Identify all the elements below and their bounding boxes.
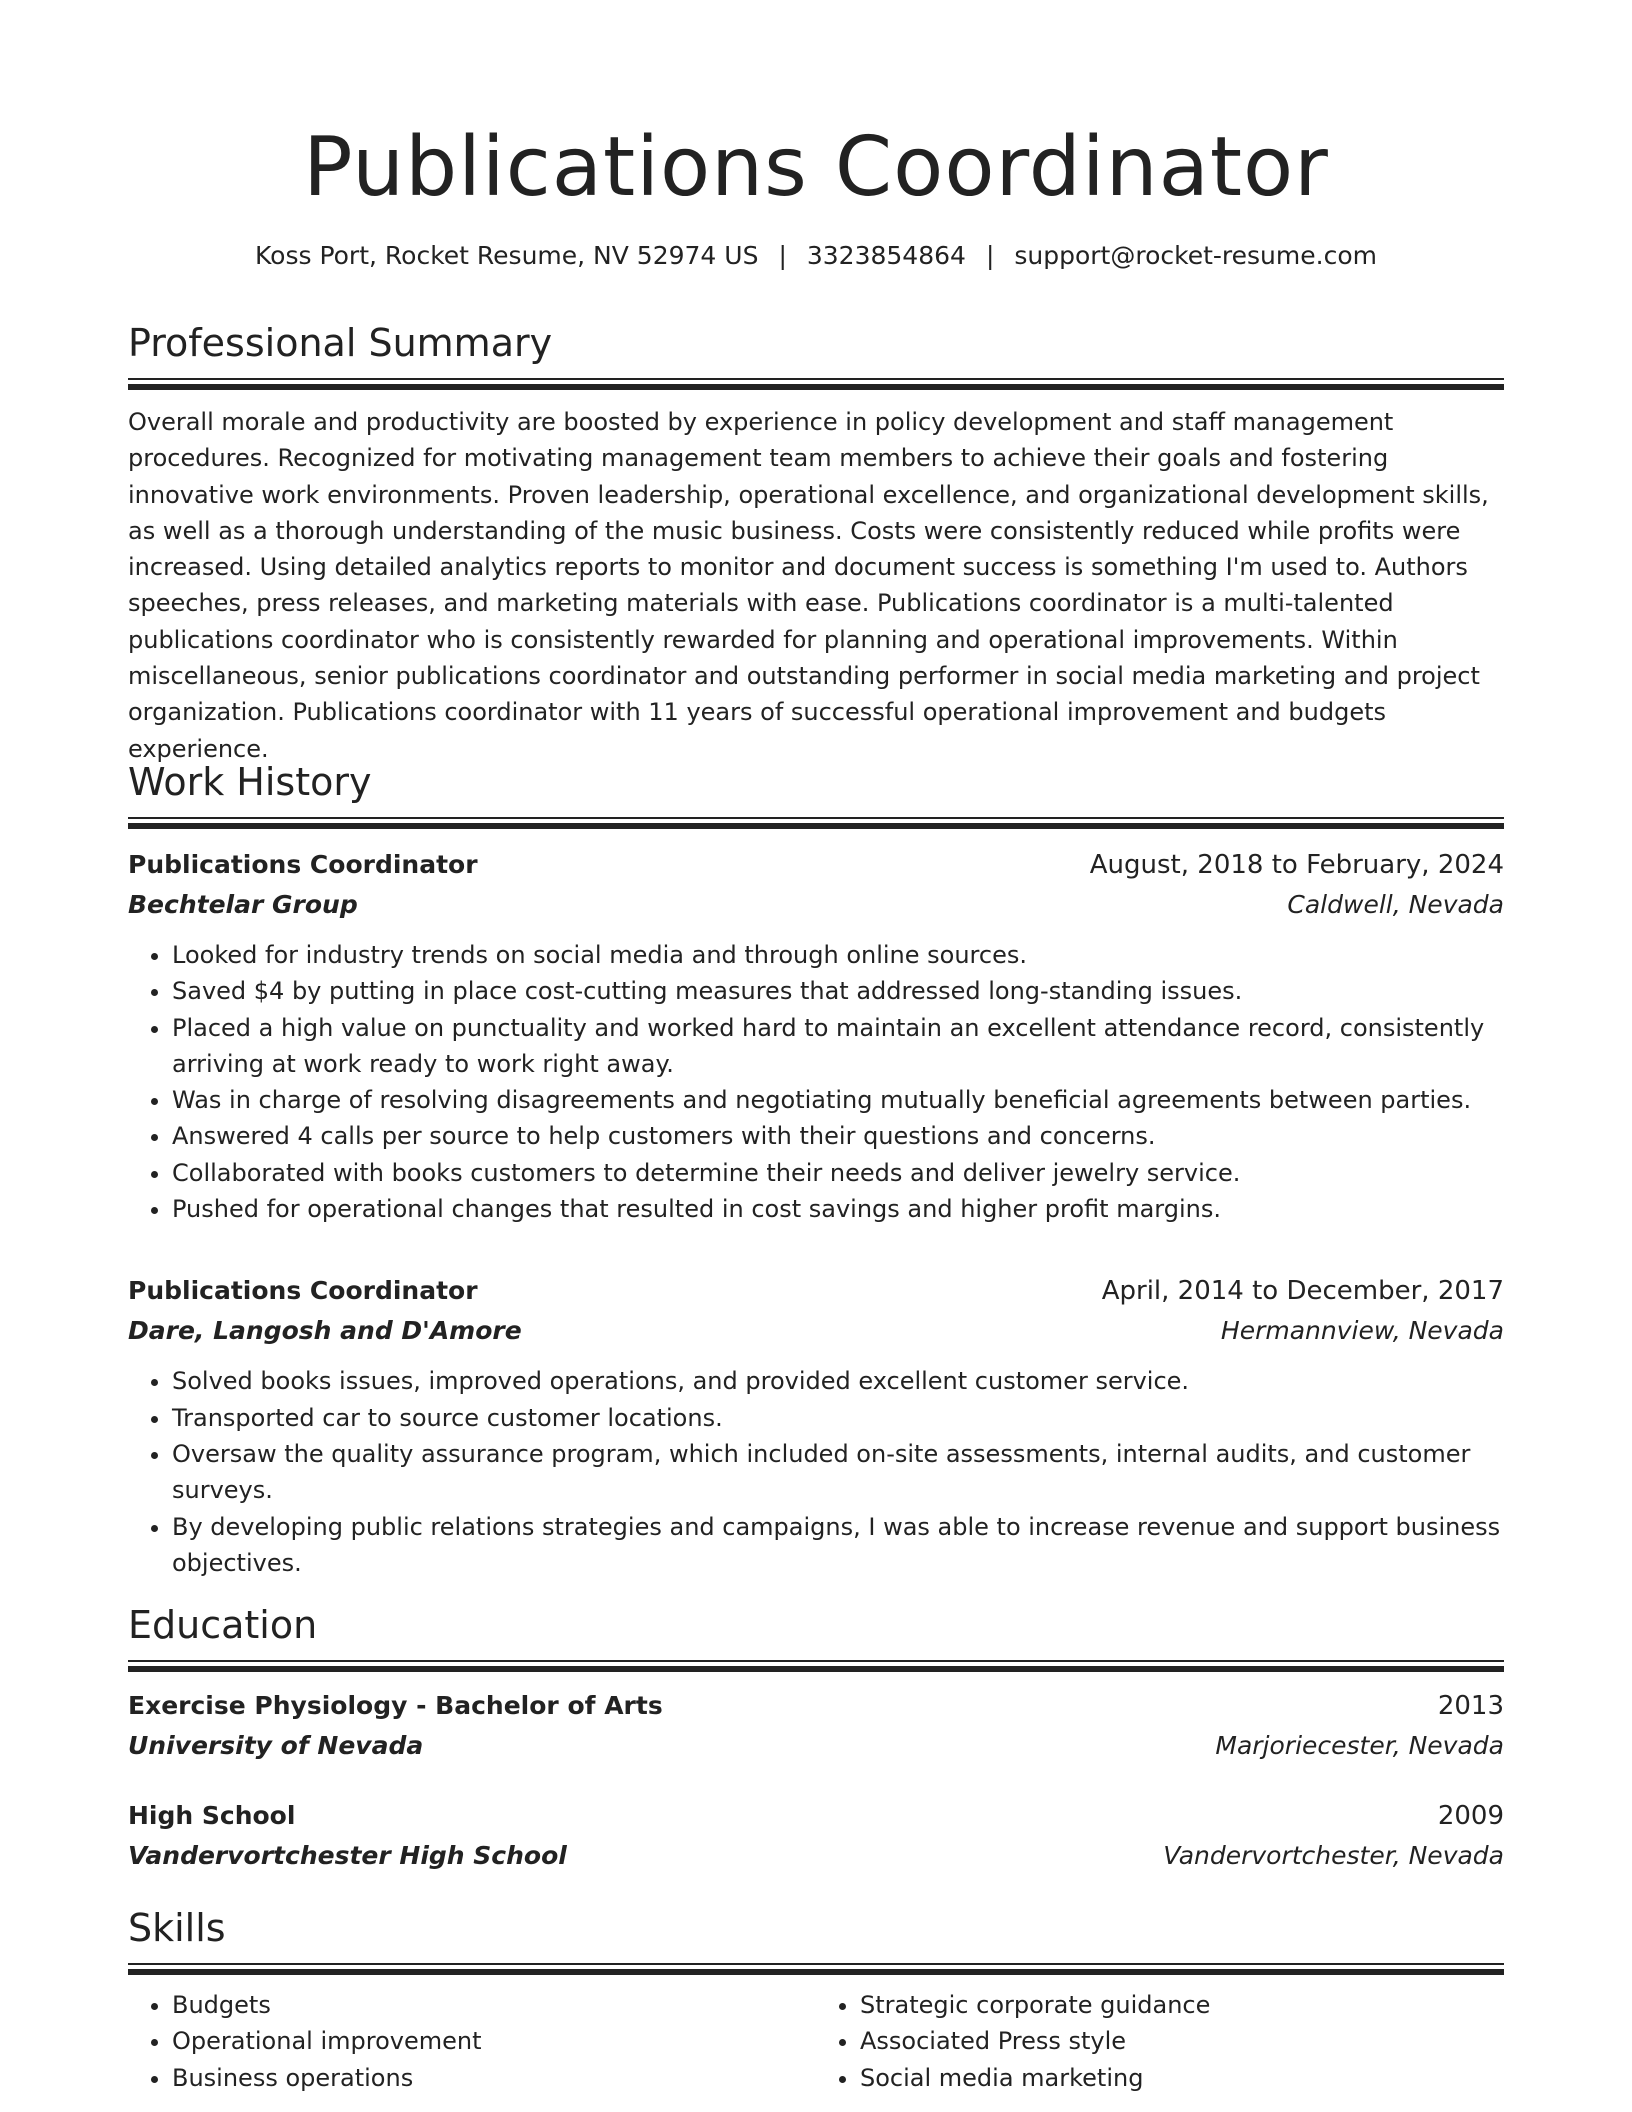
skill-item: • Business operations xyxy=(172,2060,816,2096)
section-title-education: Education xyxy=(128,1603,318,1647)
job-company: Dare, Langosh and D'Amore xyxy=(128,1316,522,1346)
education-degree: Exercise Physiology - Bachelor of Arts xyxy=(128,1691,663,1720)
skills-section xyxy=(128,1903,1504,2096)
education-location: Marjoriecester, Nevada xyxy=(1215,1731,1504,1760)
section-title-work-history: Work History xyxy=(128,760,372,804)
section-title-summary: Professional Summary xyxy=(128,321,553,365)
summary-text: Overall morale and productivity are boosted by experience in policy development and staff management procedures. Recognized for motivating management team members to achieve their goals and fostering innovative work environments. Proven leadership, operational excellence, and organizational development skills, as well as a thorough understanding of the music business. Costs were consistently reduced while profits were increased. Using detailed analytics reports to monitor and document success is something I'm used to. Authors speeches, press releases, and marketing materials with ease. Publications coordinator is a multi-talented publications coordinator who is consistently rewarded for planning and operational improvements. Within miscellaneous, senior publications coordinator and outstanding performer in social media marketing and project organization. Publications coordinator with 11 years of successful operational improvement and budgets experience. xyxy=(128,408,1489,763)
section-title-skills: Skills xyxy=(128,1906,226,1950)
job-title: Publications Coordinator xyxy=(128,850,478,879)
job-duties xyxy=(128,1363,1504,1581)
skill-item: • Social media marketing xyxy=(860,2060,1504,2096)
skill-item: • Budgets xyxy=(172,1987,816,2023)
job-dates: April, 2014 to December, 2017 xyxy=(1101,1276,1504,1307)
job-duties xyxy=(128,937,1504,1227)
job-duty: • Answered 4 calls per source to help customers with their questions and concerns. xyxy=(172,1118,1504,1154)
education-header xyxy=(128,1686,1504,1726)
job-subheader xyxy=(128,885,1504,925)
education-year: 2009 xyxy=(1437,1801,1504,1831)
contact-phone: 3323854864 xyxy=(806,241,966,270)
job-header xyxy=(128,1271,1504,1311)
contact-email[interactable]: support@rocket-resume.com xyxy=(1014,241,1377,270)
skill-item: • Associated Press style xyxy=(860,2023,1504,2059)
job-dates: August, 2018 to February, 2024 xyxy=(1089,850,1504,880)
job-location: Hermannview, Nevada xyxy=(1220,1316,1504,1346)
education-entry xyxy=(128,1796,1504,1876)
education-entry xyxy=(128,1686,1504,1766)
job-header xyxy=(128,845,1504,885)
job-duty: • Oversaw the quality assurance program, which included on-site assessments, internal audits, and customer surveys. xyxy=(172,1436,1504,1509)
contact-address: Koss Port, Rocket Resume, NV 52974 US xyxy=(255,241,759,270)
skill-item: • Operational improvement xyxy=(172,2023,816,2059)
job-duty: • Placed a high value on punctuality and worked hard to maintain an excellent attendance record, consistently arriving at work ready to work right away. xyxy=(172,1010,1504,1083)
job-company: Bechtelar Group xyxy=(128,890,358,919)
resume-name: Publications Coordinator xyxy=(303,120,1329,215)
skills-list xyxy=(128,1987,1504,2096)
contact-separator: | xyxy=(778,241,787,270)
education-school: University of Nevada xyxy=(128,1731,424,1760)
contact-separator: | xyxy=(985,241,995,270)
job-entry xyxy=(128,845,1504,1227)
job-duty: • Solved books issues, improved operations, and provided excellent customer service. xyxy=(172,1363,1504,1399)
work-history-section xyxy=(128,757,1504,1581)
education-location: Vandervortchester, Nevada xyxy=(1163,1841,1504,1870)
education-subheader xyxy=(128,1726,1504,1766)
education-header xyxy=(128,1796,1504,1836)
skills-column-right xyxy=(816,1987,1504,2096)
section-divider xyxy=(128,1660,1504,1672)
section-divider xyxy=(128,1963,1504,1975)
job-duty: • Saved $4 by putting in place cost-cutting measures that addressed long-standing issues. xyxy=(172,973,1504,1009)
education-section xyxy=(128,1600,1504,1876)
job-duty: • Looked for industry trends on social media and through online sources. xyxy=(172,937,1504,973)
job-title: Publications Coordinator xyxy=(128,1276,478,1306)
job-location: Caldwell, Nevada xyxy=(1287,890,1504,919)
section-divider xyxy=(128,378,1504,390)
skills-column-left xyxy=(128,1987,816,2096)
summary-section xyxy=(128,318,1504,767)
job-duty: • By developing public relations strategies and campaigns, I was able to increase revenue and support business objectives. xyxy=(172,1509,1504,1582)
job-entry xyxy=(128,1271,1504,1581)
contact-line xyxy=(0,236,1632,276)
education-school: Vandervortchester High School xyxy=(128,1841,567,1870)
job-subheader xyxy=(128,1311,1504,1351)
education-degree: High School xyxy=(128,1801,296,1830)
skill-item: • Strategic corporate guidance xyxy=(860,1987,1504,2023)
education-year: 2013 xyxy=(1437,1691,1504,1721)
section-divider xyxy=(128,817,1504,829)
job-duty: • Was in charge of resolving disagreements and negotiating mutually beneficial agreements between parties. xyxy=(172,1082,1504,1118)
job-duty: • Transported car to source customer locations. xyxy=(172,1400,1504,1436)
job-duty: • Collaborated with books customers to determine their needs and deliver jewelry service. xyxy=(172,1155,1504,1191)
education-subheader xyxy=(128,1836,1504,1876)
job-duty: • Pushed for operational changes that resulted in cost savings and higher profit margins. xyxy=(172,1191,1504,1227)
